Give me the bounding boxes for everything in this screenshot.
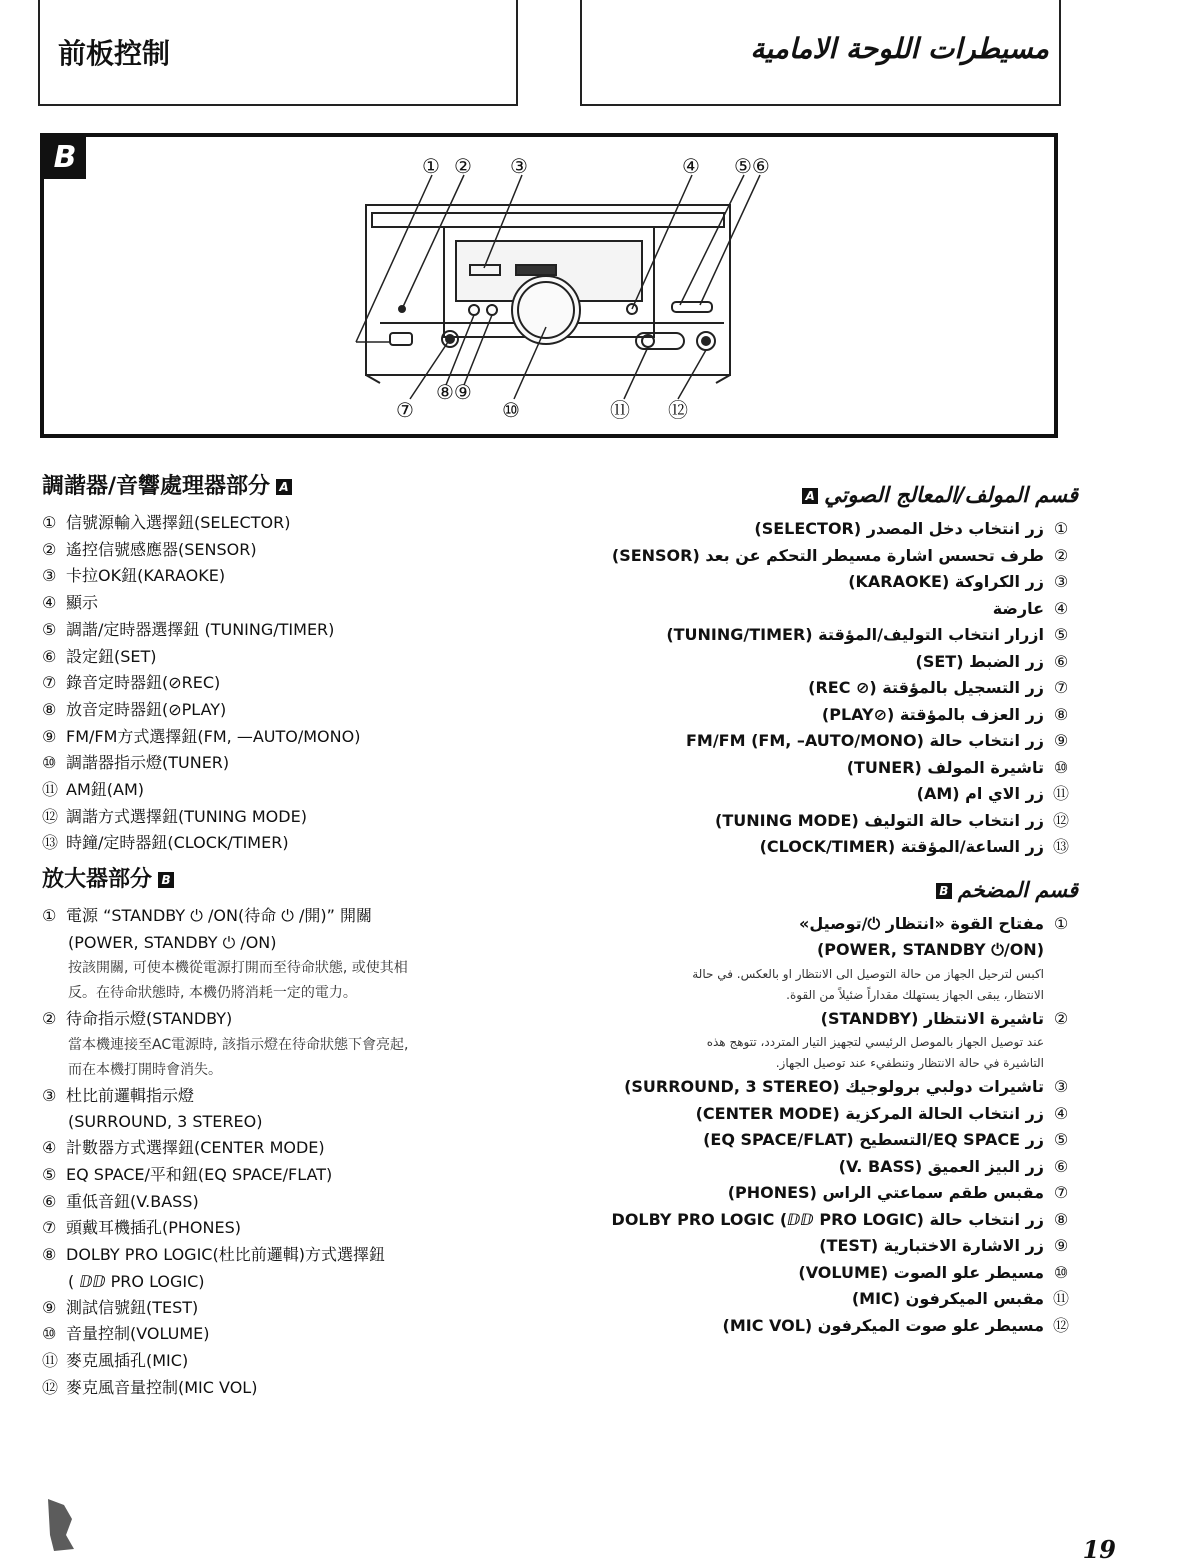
callout-1: ① — [422, 154, 440, 178]
list-item: ⑦ 錄音定時器鈕(⊘REC) — [42, 673, 221, 693]
amp-list-ar — [558, 911, 1078, 1340]
list-item-sub: (POWER, STANDBY ⏻/ON) — [816, 940, 1044, 959]
list-item-note: 反。在待命狀態時, 本機仍將消耗一定的電力。 — [68, 984, 357, 1001]
section-badge: A — [802, 488, 818, 504]
list-item: ⑤ 調諧/定時器選擇鈕 (TUNING/TIMER) — [42, 619, 335, 639]
figure-label: B — [44, 137, 86, 179]
list-item: ⑬ 時鐘/定時器鈕(CLOCK/TIMER) — [42, 833, 289, 853]
list-item: ⑧ 放音定時器鈕(⊘PLAY) — [42, 699, 227, 719]
list-item: ⑥ 設定鈕(SET) — [42, 646, 157, 666]
list-item: ⑨زر الاشارة الاختبارية (TEST) — [819, 1236, 1069, 1255]
list-item: ①مفتاح القوة «انتظار ⏻/توصيل» — [799, 913, 1069, 933]
callout-2: ② — [454, 154, 472, 178]
amp-section-title-ar: قسم المضخمB — [558, 875, 1078, 905]
callout-12: ⑫ — [668, 398, 688, 422]
list-item: ③زر الكراوكة (KARAOKE) — [848, 572, 1069, 591]
list-item-note: اكبس لترحيل الجهاز من حالة التوصيل الى الانتظار او بالعكس. في حالة — [692, 966, 1044, 981]
tuner-section-title-zh: 調諧器/音響處理器部分 A — [42, 470, 542, 504]
callout-10: ⑩ — [502, 398, 520, 422]
list-item: ②تاشيرة الانتظار (STANDBY) — [820, 1008, 1069, 1028]
list-item: ① 信號源輸入選擇鈕(SELECTOR) — [42, 513, 291, 532]
header-left-box — [38, 0, 518, 106]
callout-4: ④ — [682, 154, 700, 178]
list-item: ⑥ 重低音鈕(V.BASS) — [42, 1191, 199, 1211]
section-badge: B — [936, 883, 952, 899]
list-item-note: 而在本機打開時會消失。 — [68, 1061, 222, 1078]
list-item: ⑫مسيطر علو صوت الميكرفون (MIC VOL) — [722, 1315, 1069, 1335]
callout-7: ⑦ — [396, 398, 414, 422]
list-item: ⑨ 測試信號鈕(TEST) — [42, 1297, 199, 1317]
list-item: ⑪ AM鈕(AM) — [42, 780, 144, 800]
list-item: ⑩تاشيرة المولف (TUNER) — [846, 757, 1069, 777]
list-item: ③تاشيرات دولبي برولوجيك (SURROUND, 3 STEREO) — [624, 1077, 1069, 1096]
tuner-list-zh — [42, 510, 542, 857]
section-badge: B — [158, 872, 174, 888]
list-item: ⑫زر انتخاب حالة التوليف (TUNING MODE) — [715, 810, 1069, 830]
list-item: ⑫ 調諧方式選擇鈕(TUNING MODE) — [42, 806, 307, 826]
list-item: ⑧زر انتخاب حالة DOLBY PRO LOGIC (ⅅⅅ PRO LOGIC) — [611, 1209, 1069, 1229]
list-item-note: عند توصيل الجهاز بالموصل الرئيسي لتجهيز التيار المتردد، تتوهج هذه — [706, 1035, 1044, 1049]
amp-section-title-zh: 放大器部分 B — [42, 863, 542, 897]
amp-list-zh — [42, 903, 542, 1401]
header-title-arabic: مسيطرات اللوحة الامامية — [750, 32, 1049, 65]
callout-8-9: ⑧⑨ — [436, 380, 472, 404]
list-item: ⑦ 頭戴耳機插孔(PHONES) — [42, 1218, 241, 1238]
list-item-note: 按該開關, 可使本機從電源打開而至待命狀態, 或使其相 — [68, 959, 408, 976]
front-panel-figure — [40, 133, 1058, 438]
callout-5-6: ⑤⑥ — [734, 154, 770, 178]
list-item-note: الانتظار، يبقى الجهاز يستهلك مقداراً ضئيلاً من القوة. — [786, 987, 1044, 1002]
arabic-column — [558, 480, 1078, 1339]
list-item: ④عارضة — [992, 598, 1069, 618]
list-item-sub: ( ⅅⅅ PRO LOGIC) — [68, 1271, 205, 1291]
list-item: ⑪زر الاي ام (AM) — [916, 784, 1069, 803]
list-item: ⑩مسيطر علو الصوت (VOLUME) — [798, 1262, 1069, 1282]
list-item: ⑬زر الساعة/المؤقتة (CLOCK/TIMER) — [759, 837, 1069, 856]
section-badge: A — [276, 479, 292, 495]
page-number: 19 — [1082, 1535, 1116, 1564]
list-item-note: التاشيرة في حالة الانتظار وتنطفيء عند توصيل الجهاز. — [775, 1056, 1044, 1070]
list-item: ③ 杜比前邏輯指示燈 — [42, 1085, 195, 1105]
scan-mark-decoration — [44, 1495, 84, 1555]
callout-3: ③ — [510, 154, 528, 178]
list-item: ⑪ 麥克風插孔(MIC) — [42, 1351, 189, 1371]
list-item: ⑩ 音量控制(VOLUME) — [42, 1324, 210, 1344]
list-item: ⑤ EQ SPACE/平和鈕(EQ SPACE/FLAT) — [42, 1164, 333, 1184]
header-title-chinese: 前板控制 — [58, 37, 171, 70]
list-item: ⑥زر الضبط (SET) — [915, 651, 1069, 671]
callout-11: ⑪ — [610, 398, 630, 422]
list-item: ⑧ DOLBY PRO LOGIC(杜比前邏輯)方式選擇鈕 — [42, 1245, 385, 1265]
list-item: ⑦مقبس طقم سماعتي الراس (PHONES) — [727, 1183, 1069, 1202]
list-item: ⑫ 麥克風音量控制(MIC VOL) — [42, 1377, 258, 1397]
list-item-note: 當本機連接至AC電源時, 該指示燈在待命狀態下會亮起, — [68, 1036, 409, 1053]
list-item: ⑤زر EQ SPACE/التسطيح (EQ SPACE/FLAT) — [703, 1130, 1069, 1149]
list-item: ① 電源 “STANDBY ⏻ /ON(待命 ⏻ /開)” 開關 — [42, 906, 373, 926]
list-item: ①زر انتخاب دخل المصدر (SELECTOR) — [754, 519, 1069, 538]
list-item: ⑤ازرار انتخاب التوليف/المؤقتة (TUNING/TIMER) — [666, 625, 1069, 644]
list-item: ⑦زر التسجيل بالمؤقتة (⊘ REC) — [808, 678, 1069, 697]
list-item: ⑧زر العزف بالمؤقتة (⊘PLAY) — [821, 704, 1069, 724]
header-right-box — [580, 0, 1061, 106]
tuner-section-title-ar: قسم المولف/المعالج الصوتيA — [558, 480, 1078, 510]
list-item: ④زر انتخاب الحالة المركزية (CENTER MODE) — [695, 1103, 1069, 1123]
list-item: ② 待命指示燈(STANDBY) — [42, 1008, 233, 1028]
list-item: ④ 計數器方式選擇鈕(CENTER MODE) — [42, 1138, 325, 1158]
list-item: ②طرف تحسس اشارة مسيطر التحكم عن بعد (SENSOR) — [611, 545, 1069, 565]
chinese-column — [42, 470, 542, 1402]
list-item: ② 遙控信號感應器(SENSOR) — [42, 539, 257, 559]
tuner-list-ar — [558, 516, 1078, 861]
list-item: ⑥زر البيز العميق (V. BASS) — [838, 1156, 1069, 1176]
device-illustration — [44, 137, 1046, 426]
list-item-sub: (SURROUND, 3 STEREO) — [68, 1112, 263, 1132]
list-item-sub: (POWER, STANDBY ⏻ /ON) — [68, 932, 277, 952]
list-item: ③ 卡拉OK鈕(KARAOKE) — [42, 566, 226, 586]
list-item: ⑪مقبس الميكرفون (MIC) — [851, 1289, 1069, 1308]
list-item: ④ 顯示 — [42, 593, 99, 613]
list-item: ⑨ FM/FM方式選擇鈕(FM, —AUTO/MONO) — [42, 726, 361, 746]
list-item: ⑨زر انتخاب حالة FM/FM (FM, –AUTO/MONO) — [685, 731, 1069, 750]
list-item: ⑩ 調諧器指示燈(TUNER) — [42, 753, 230, 773]
